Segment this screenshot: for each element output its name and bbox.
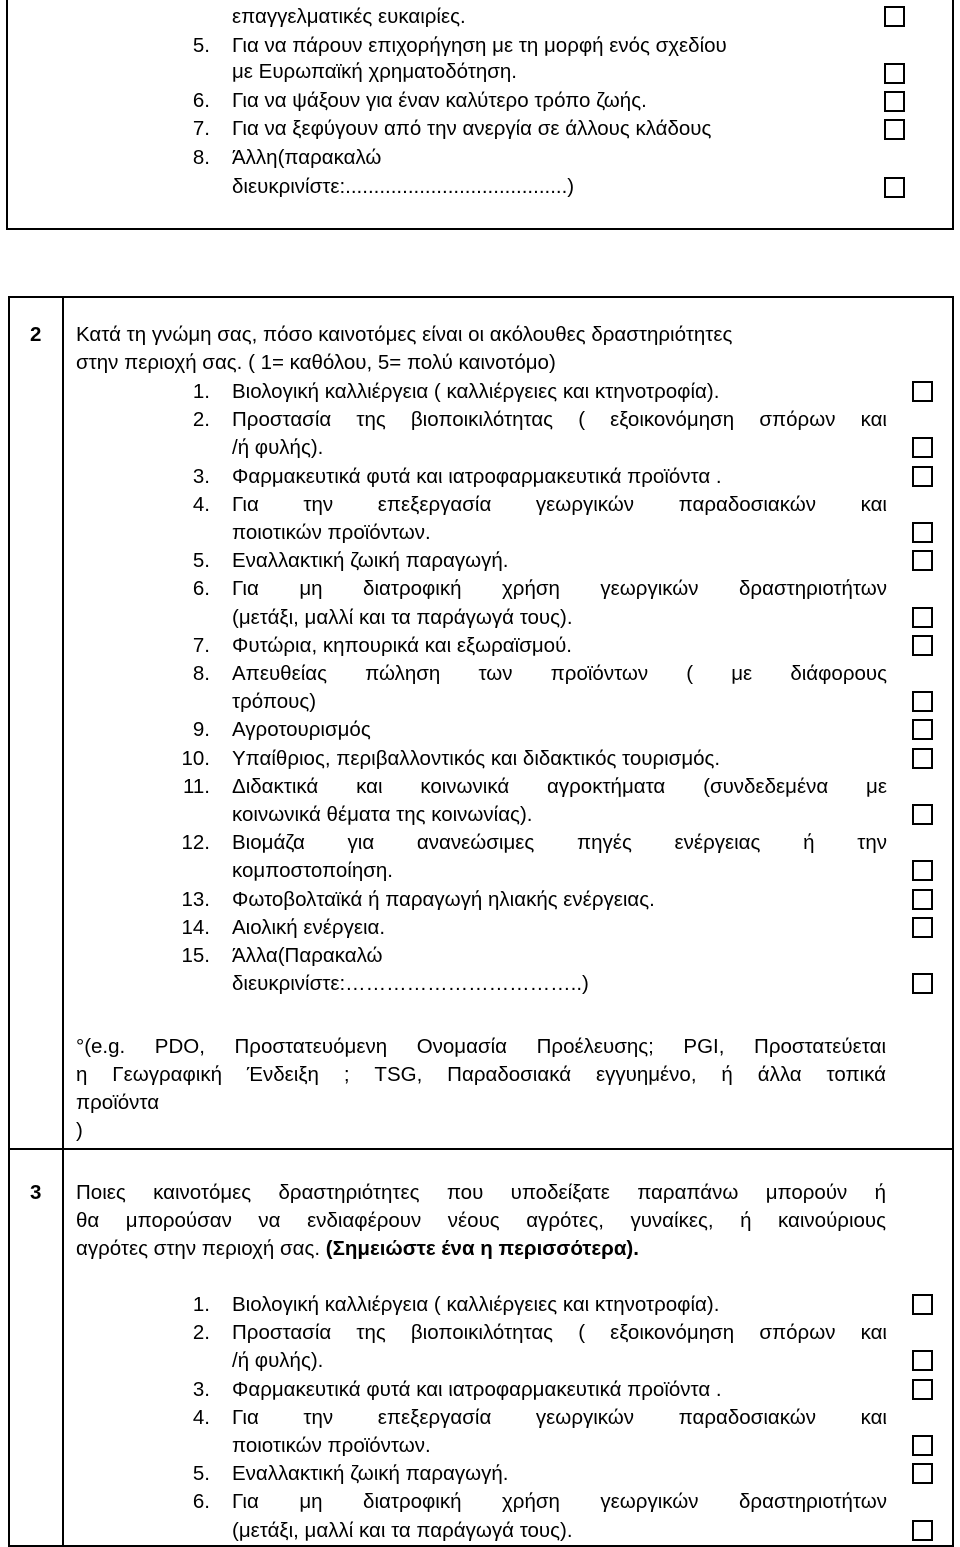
section-3-question-line2: θα μπορούσαν να ενδιαφέρουν νέους αγρότες, γυναίκες, ή καινούριους xyxy=(76,1209,886,1232)
checkbox[interactable] xyxy=(912,917,933,938)
item-text-line: Βιομάζα για ανανεώσιμες πηγές ενέργειας ή την xyxy=(232,831,887,855)
item-text-line: Για την επεξεργασία γεωργικών παραδοσιακών και xyxy=(232,1405,887,1429)
item-number: 2. xyxy=(192,1321,210,1345)
top-item-7-line1: Για να ξεφύγουν από την ανεργία σε άλλους κλάδους xyxy=(232,117,712,140)
checkbox[interactable] xyxy=(884,119,905,140)
item-text-line: Για την επεξεργασία γεωργικών παραδοσιακών και xyxy=(232,492,887,516)
top-item-number: 5. xyxy=(192,34,210,57)
item-text-line: Φωτοβολταϊκά ή παραγωγή ηλιακής ενέργειας. xyxy=(232,887,655,911)
checkbox[interactable] xyxy=(912,973,933,994)
checkbox[interactable] xyxy=(912,466,933,487)
item-text-line: τρόπους) xyxy=(232,690,317,714)
item-number: 11. xyxy=(183,774,210,798)
item-text-line: Φαρμακευτικά φυτά και ιατροφαρμακευτικά προϊόντα . xyxy=(232,1377,722,1401)
item-text-line: Διδακτικά και κοινωνικά αγροκτήματα (συνδεδεμένα με xyxy=(232,774,887,798)
item-number: 5. xyxy=(192,1462,210,1486)
item-text-line: Βιολογική καλλιέργεια ( καλλιέργειες και κτηνοτροφία). xyxy=(232,1293,720,1316)
item-text-line: Αιολική ενέργεια. xyxy=(232,915,386,939)
item-text-line: Προστασία της βιοποικιλότητας ( εξοικονόμηση σπόρων και xyxy=(232,408,887,432)
checkbox[interactable] xyxy=(912,748,933,769)
checkbox[interactable] xyxy=(912,1435,933,1456)
item-number: 5. xyxy=(192,549,210,573)
item-number: 1. xyxy=(192,1293,210,1316)
top-item-6-line1: Για να ψάξουν για έναν καλύτερο τρόπο ζωής. xyxy=(232,89,647,112)
item-text-line: (μετάξι, μαλλί και τα παράγωγά τους). xyxy=(232,605,573,629)
checkbox[interactable] xyxy=(912,550,933,571)
item-text-line: Εναλλακτική ζωική παραγωγή. xyxy=(232,549,509,573)
top-item-5-line2: με Ευρωπαϊκή χρηματοδότηση. xyxy=(232,60,517,83)
item-text-line: Άλλα(Παρακαλώ xyxy=(232,944,383,967)
section-2-question-line1: Κατά τη γνώμη σας, πόσο καινοτόμες είναι οι ακόλουθες δραστηριότητες xyxy=(76,323,733,346)
section-3-number: 3 xyxy=(30,1181,42,1204)
item-number: 3. xyxy=(192,464,210,488)
top-item-8-line1: Άλλη(παρακαλώ xyxy=(232,146,382,169)
item-text-line: διευκρινίστε:……………………………..) xyxy=(232,972,589,996)
item-text-line: κομποστοποίηση. xyxy=(232,859,393,883)
checkbox[interactable] xyxy=(912,522,933,543)
item-number: 15. xyxy=(181,944,210,967)
item-text-line: /ή φυλής). xyxy=(232,1349,324,1373)
checkbox[interactable] xyxy=(912,437,933,458)
item-text-line: Φαρμακευτικά φυτά και ιατροφαρμακευτικά προϊόντα . xyxy=(232,464,722,488)
item-text-line: (μετάξι, μαλλί και τα παράγωγά τους). xyxy=(232,1518,573,1542)
section-2-number: 2 xyxy=(30,323,42,346)
top-item-number: 7. xyxy=(192,117,210,140)
checkbox[interactable] xyxy=(884,91,905,112)
item-number: 3. xyxy=(192,1377,210,1401)
item-text-line: Βιολογική καλλιέργεια ( καλλιέργειες και κτηνοτροφία). xyxy=(232,380,720,403)
item-number: 4. xyxy=(192,1405,210,1429)
checkbox[interactable] xyxy=(912,691,933,712)
item-text-line: Για μη διατροφική χρήση γεωργικών δραστηριοτήτων xyxy=(232,577,887,601)
item-number: 2. xyxy=(192,408,210,432)
item-number: 14. xyxy=(181,915,210,939)
checkbox[interactable] xyxy=(884,6,905,27)
section-3-question-line3 xyxy=(76,1236,639,1262)
checkbox[interactable] xyxy=(912,607,933,628)
checkbox[interactable] xyxy=(912,860,933,881)
top-item-number: 6. xyxy=(192,89,210,112)
section-3-question-emphasis: (Σημειώστε ένα η περισσότερα). xyxy=(325,1237,639,1260)
item-number: 6. xyxy=(192,577,210,601)
item-number: 9. xyxy=(192,718,210,742)
section-3-question-line1: Ποιες καινοτόμες δραστηριότητες που υποδείξατε παραπάνω μπορούν ή xyxy=(76,1181,886,1204)
checkbox[interactable] xyxy=(912,381,933,402)
checkbox[interactable] xyxy=(912,719,933,740)
item-text-line: Φυτώρια, κηπουρικά και εξωραϊσμού. xyxy=(232,633,572,657)
item-number: 13. xyxy=(181,887,210,911)
item-number: 8. xyxy=(192,662,210,685)
table-column-divider xyxy=(62,296,64,1547)
item-text-line: Εναλλακτική ζωική παραγωγή. xyxy=(232,1462,509,1486)
footnote-line: προϊόντα xyxy=(76,1091,160,1114)
top-continuation-text: επαγγελματικές ευκαιρίες. xyxy=(232,5,466,28)
top-item-5-line1: Για να πάρουν επιχορήγηση με τη μορφή ενός σχεδίου xyxy=(232,34,727,57)
item-text-line: κοινωνικά θέματα της κοινωνίας). xyxy=(232,803,533,826)
item-text-line: Απευθείας πώληση των προϊόντων ( με διάφορους xyxy=(232,662,887,685)
item-number: 10. xyxy=(181,746,210,770)
checkbox[interactable] xyxy=(884,177,905,198)
checkbox[interactable] xyxy=(912,1379,933,1400)
checkbox[interactable] xyxy=(912,804,933,825)
item-text-line: Υπαίθριος, περιβαλλοντικός και διδακτικός τουρισμός. xyxy=(232,746,721,770)
item-text-line: Αγροτουρισμός xyxy=(232,718,371,742)
checkbox[interactable] xyxy=(912,889,933,910)
item-text-line: Για μη διατροφική χρήση γεωργικών δραστηριοτήτων xyxy=(232,1490,887,1514)
top-item-number: 8. xyxy=(192,146,210,169)
checkbox[interactable] xyxy=(912,635,933,656)
item-number: 6. xyxy=(192,1490,210,1514)
item-text-line: ποιοτικών προϊόντων. xyxy=(232,1434,431,1457)
item-number: 1. xyxy=(192,380,210,403)
table-row-divider xyxy=(8,1148,954,1150)
checkbox[interactable] xyxy=(912,1350,933,1371)
checkbox[interactable] xyxy=(884,63,905,84)
item-number: 7. xyxy=(192,633,210,657)
item-number: 12. xyxy=(181,831,210,855)
item-number: 4. xyxy=(192,492,210,516)
item-text-line: Προστασία της βιοποικιλότητας ( εξοικονόμηση σπόρων και xyxy=(232,1321,887,1345)
top-item-8-line2: διευκρινίστε:.......................................) xyxy=(232,175,575,198)
item-text-line: ποιοτικών προϊόντων. xyxy=(232,521,431,544)
footnote-line: °(e.g. PDO, Προστατευόμενη Ονομασία Προέλευσης; PGI, Προστατεύεται xyxy=(76,1035,886,1058)
item-text-line: /ή φυλής). xyxy=(232,436,324,460)
footnote-line: ) xyxy=(76,1119,83,1142)
checkbox[interactable] xyxy=(912,1520,933,1541)
section-3-question-plain: αγρότες στην περιοχή σας. xyxy=(76,1237,326,1260)
checkbox[interactable] xyxy=(912,1463,933,1484)
footnote-line: η Γεωγραφική Ένδειξη ; TSG, Παραδοσιακά εγγυημένο, ή άλλα τοπικά xyxy=(76,1063,886,1086)
section-2-question-line2: στην περιοχή σας. ( 1= καθόλου, 5= πολύ καινοτόμο) xyxy=(76,351,556,374)
checkbox[interactable] xyxy=(912,1294,933,1315)
